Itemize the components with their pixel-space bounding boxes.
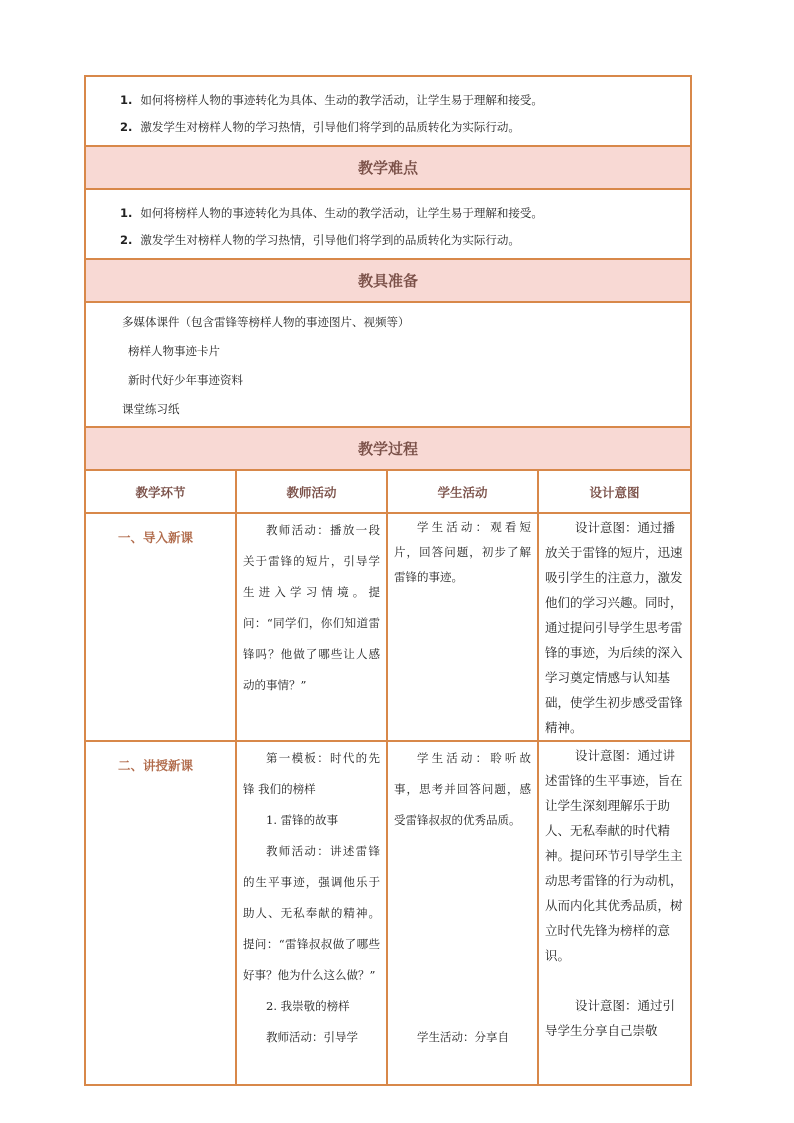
preparation-cell (85, 302, 691, 427)
preparation-item: 榜样人物事迹卡片 (128, 344, 220, 358)
design-text: 设计意图：通过讲述雷锋的生平事迹，旨在让学生深刻理解乐于助人、无私奉献的时代精神。提问环节引导学生主动思考雷锋的行为动机，从而内化其优秀品质，树立时代先锋为榜样的意识。 (545, 748, 683, 963)
difficulties-row (85, 189, 691, 259)
student-text: 学生活动：分享自 (417, 1030, 509, 1044)
preparation-row (85, 302, 691, 427)
difficulty-item: 2. 激发学生对榜样人物的学习热情，引导他们将学到的品质转化为实际行动。 (120, 233, 520, 247)
difficulties-cell (85, 189, 691, 259)
key-points-row (85, 76, 691, 146)
preparation-item: 多媒体课件（包含雷锋等榜样人物的事迹图片、视频等） (122, 315, 410, 329)
lesson-plan-table (84, 75, 692, 1086)
student-cell (387, 741, 538, 1085)
teacher-text: 教师活动：引导学 (266, 1030, 358, 1044)
student-text: 学生活动：观看短片，回答问题，初步了解雷锋的事迹。 (394, 520, 531, 584)
teacher-text: 1. 雷锋的故事 (266, 813, 339, 827)
difficulties-heading: 教学难点 (85, 146, 691, 189)
key-points-cell (85, 76, 691, 146)
stage-cell: 一、导入新课 (85, 513, 236, 741)
process-heading: 教学过程 (85, 427, 691, 470)
teacher-text: 2. 我崇敬的榜样 (266, 999, 350, 1013)
col-header-teacher: 教师活动 (236, 470, 387, 513)
lesson-plan-page (84, 75, 690, 1086)
process-row (85, 741, 691, 1085)
key-point-item: 1. 如何将榜样人物的事迹转化为具体、生动的教学活动，让学生易于理解和接受。 (120, 93, 543, 107)
preparation-item: 新时代好少年事迹资料 (128, 373, 243, 387)
col-header-design: 设计意图 (538, 470, 691, 513)
difficulty-item: 1. 如何将榜样人物的事迹转化为具体、生动的教学活动，让学生易于理解和接受。 (120, 206, 543, 220)
design-text: 设计意图：通过播放关于雷锋的短片，迅速吸引学生的注意力，激发他们的学习兴趣。同时，通过提问引导学生思考雷锋的事迹，为后续的深入学习奠定情感与认知基础，使学生初步感受雷锋精神。 (545, 520, 683, 735)
teacher-text: 教师活动：讲述雷锋的生平事迹，强调他乐于助人、无私奉献的精神。提问：“雷锋叔叔做了哪些好事？他为什么这么做？” (243, 844, 380, 982)
teacher-cell (236, 513, 387, 741)
stage-cell: 二、讲授新课 (85, 741, 236, 1085)
preparation-heading: 教具准备 (85, 259, 691, 302)
teacher-cell (236, 741, 387, 1085)
process-row (85, 513, 691, 741)
design-cell (538, 741, 691, 1085)
student-cell (387, 513, 538, 741)
col-header-student: 学生活动 (387, 470, 538, 513)
teacher-text: 教师活动：播放一段关于雷锋的短片，引导学生进入学习情境。提问：“同学们，你们知道雷锋吗？他做了哪些让人感动的事情？” (243, 523, 380, 692)
preparation-item: 课堂练习纸 (122, 402, 180, 416)
student-text: 学生活动：聆听故事，思考并回答问题，感受雷锋叔叔的优秀品质。 (394, 751, 531, 827)
process-header-row (85, 470, 691, 513)
design-cell (538, 513, 691, 741)
teacher-text: 第一模板：时代的先锋 我们的榜样 (243, 751, 380, 796)
design-text: 设计意图：通过引导学生分享自己崇敬 (545, 998, 676, 1038)
key-point-item: 2. 激发学生对榜样人物的学习热情，引导他们将学到的品质转化为实际行动。 (120, 120, 520, 134)
col-header-stage: 教学环节 (85, 470, 236, 513)
